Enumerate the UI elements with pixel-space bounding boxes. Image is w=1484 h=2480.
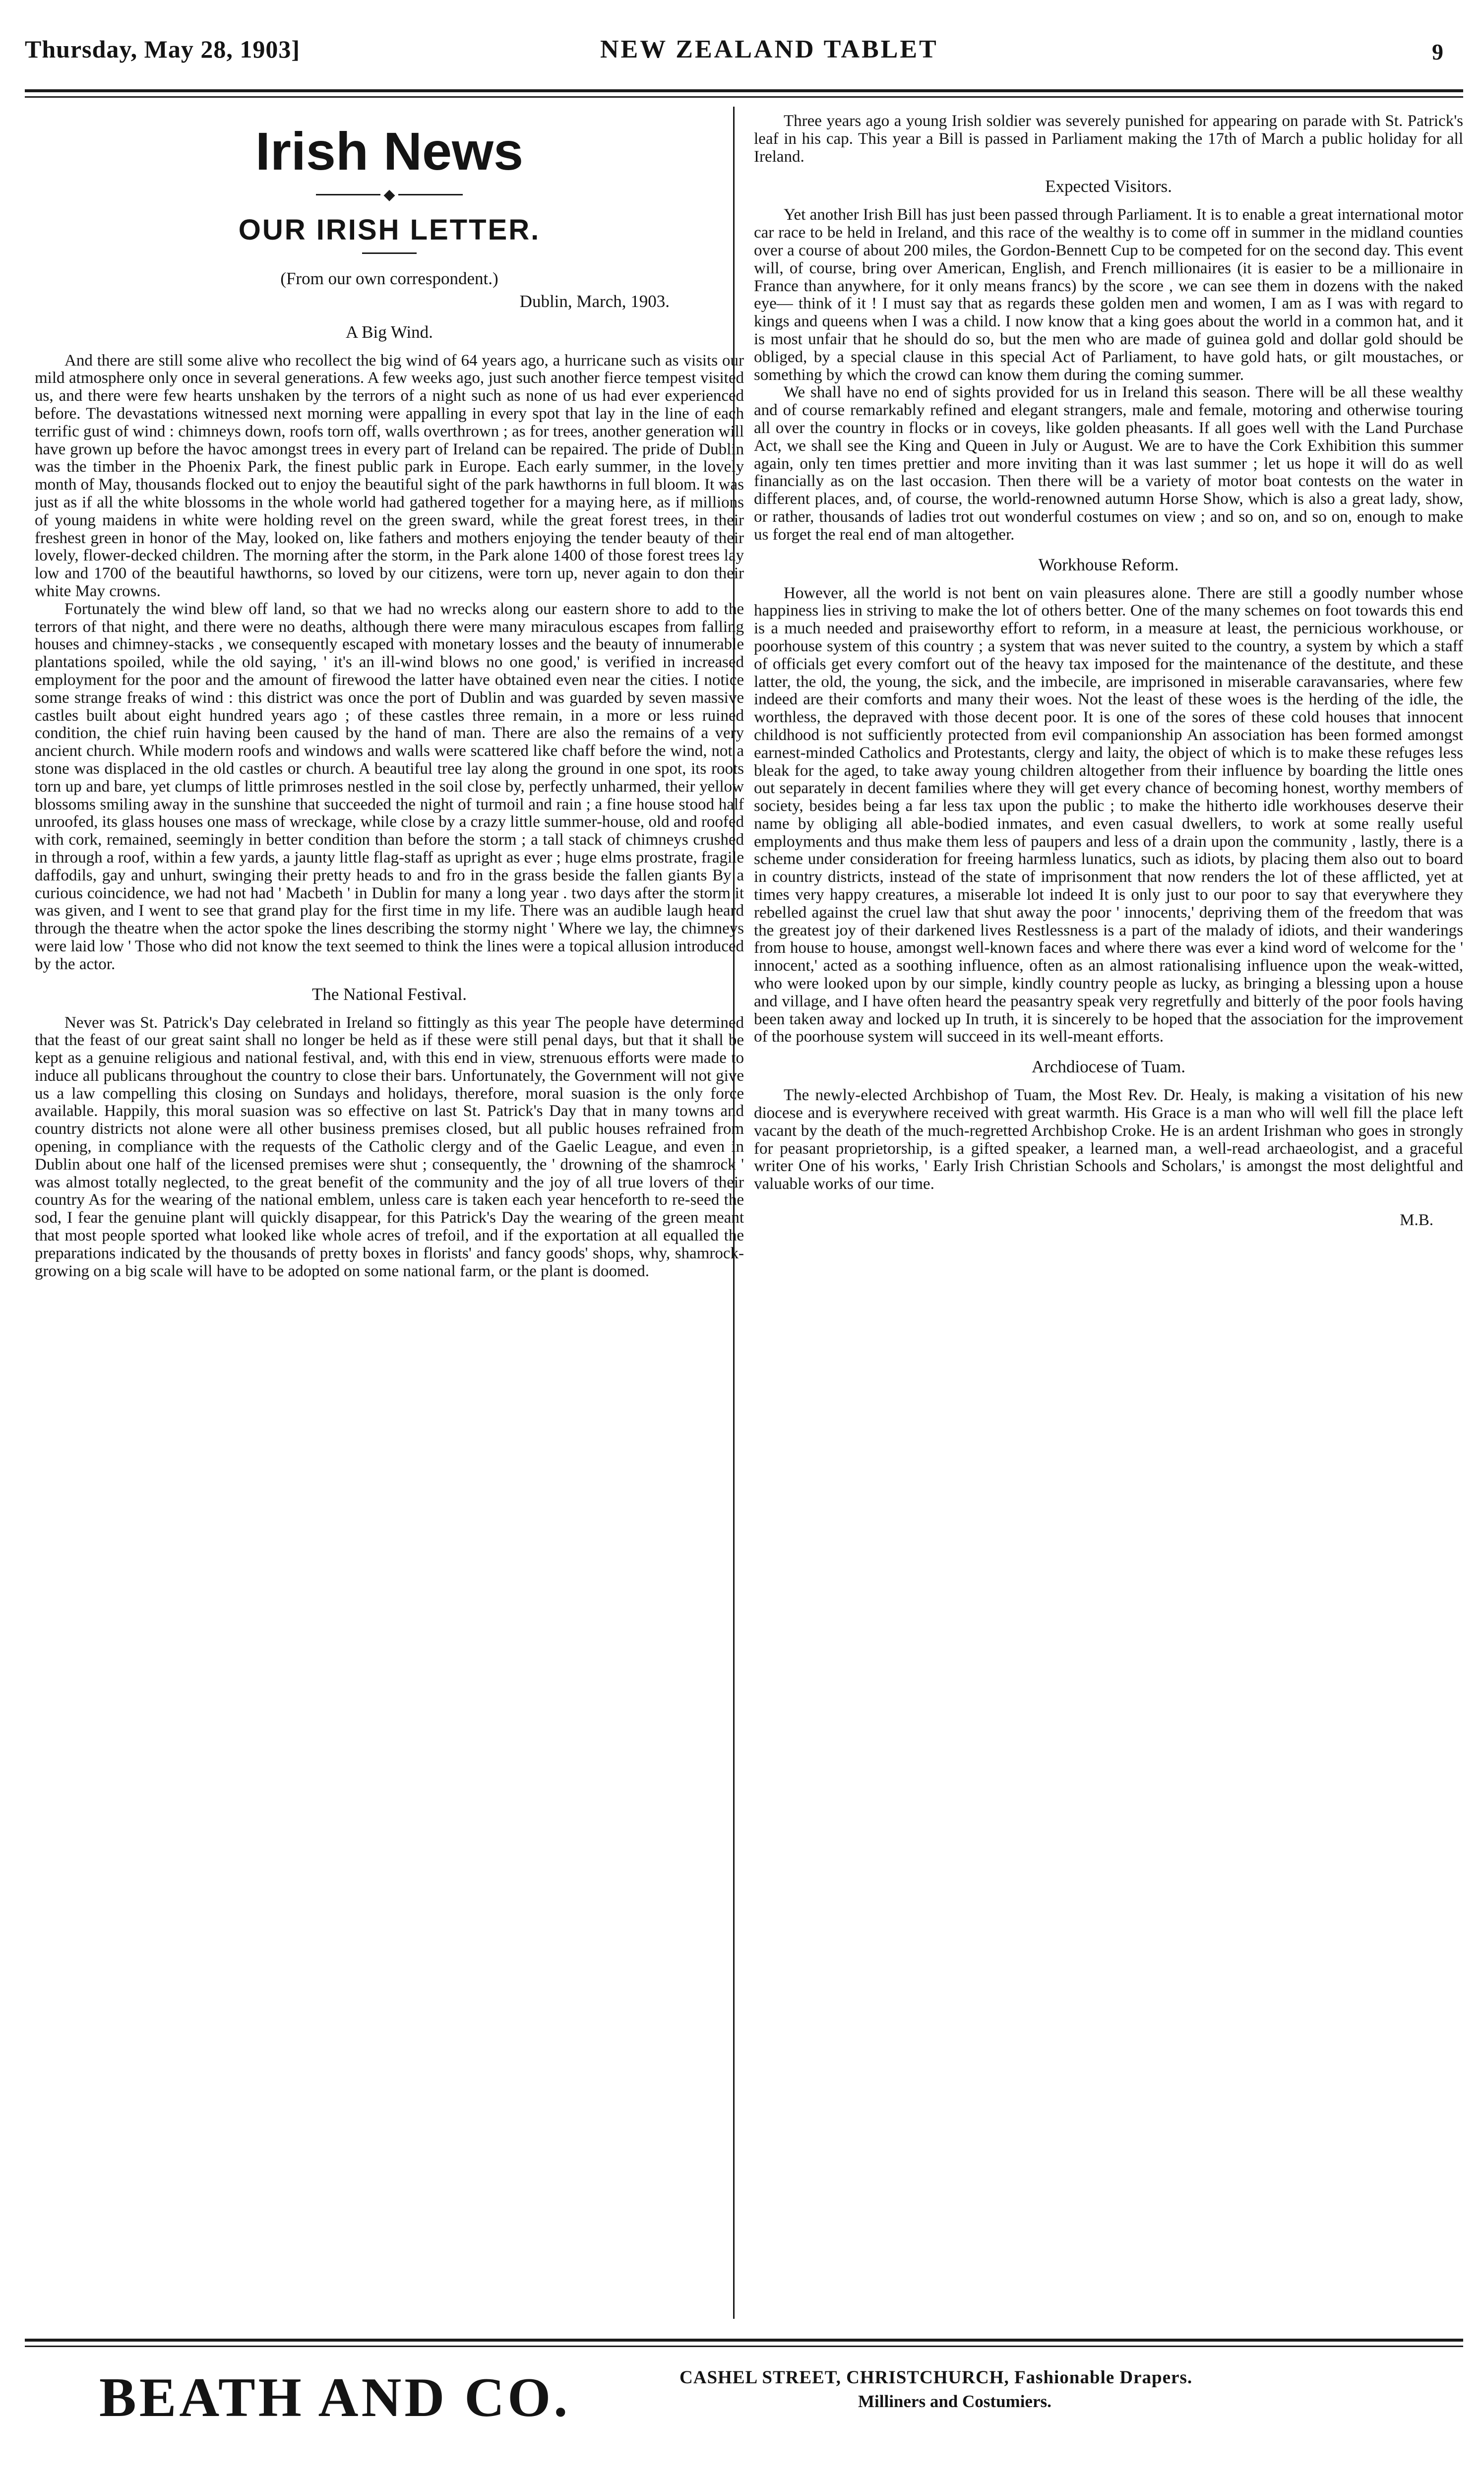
newspaper-title: NEW ZEALAND TABLET [600, 35, 938, 63]
masthead [25, 26, 1463, 85]
paragraph: We shall have no end of sights provided for us in Ireland this season. There will be all these wealthy and of course remarkably refined and elegant strangers, male and female, motoring and otherwise touring all over the country in flocks or in coveys, like golden pheasants. If all goes well with the Land Purchase Act, we shall see the King and Queen in July or August. We are to have the Cork Exhibition this summer again, only ten times prettier and more inviting than it was last summer ; let us hope it will do as well financially as on the last occasion. Then there will be a variety of motor boat contests on the water in different places, and, of course, the world-renowned autumn Horse Show, which is also a great lady, show, or rather, thousands of ladies trot out wonderful costumes on view ; and so on, and so on, enough to make us forget the real end of man altogether. [754, 383, 1463, 544]
issue-date: Thursday, May 28, 1903] [25, 35, 301, 63]
subhead-archdiocese-of-tuam: Archdiocese of Tuam. [1031, 1057, 1186, 1077]
advertisement-footer [25, 2351, 1463, 2440]
title-ornament: ◆ [35, 185, 744, 203]
title-rule [362, 252, 417, 254]
advertiser-trades: Milliners and Costumiers. [858, 2392, 1051, 2411]
subhead-expected-visitors: Expected Visitors. [1045, 177, 1172, 196]
dateline: Dublin, March, 1903. [519, 291, 670, 311]
advertiser-address: CASHEL STREET, CHRISTCHURCH, Fashionable Drapers. [680, 2367, 1193, 2388]
byline: (From our own correspondent.) [280, 268, 498, 288]
page-number: 9 [1432, 39, 1443, 64]
masthead-rule [25, 89, 1463, 98]
subhead-national-festival: The National Festival. [311, 984, 467, 1004]
article-title: OUR IRISH LETTER. [238, 213, 541, 246]
paragraph: The newly-elected Archbishop of Tuam, the Most Rev. Dr. Healy, is making a visitation of his new diocese and is everywhere received with great warmth. His Grace is a man who will well fill the place left vacant by the death of the much-regretted Archbishop Croke. He is an ardent Irishman who goes in strongly for peasant proprietorship, is a gifted speaker, a learned man, a well-read archaeologist, and a graceful writer One of his works, ' Early Irish Christian Schools and Scholars,' is amongst the most delightful and valuable works of our time. [754, 1086, 1463, 1193]
paragraph: Yet another Irish Bill has just been passed through Parliament. It is to enable a great international motor car race to be held in Ireland, and this race of the wealthy is to come off in summer in the midland counties over a course of about 200 miles, the Gordon-Bennett Cup to be competed for on the second day. This event will, of course, bring over American, English, and French millionaires (it is easier to be a millionaire in France than anywhere, for it only means francs) by the score , we can see them in dozens with the naked eye— think of it ! I must say that as regards these golden men and women, I am as I was with regard to kings and queens when I was a child. I now know that a king goes about the world in a common hat, and it is most unfair that he should do so, but the men who are made of guinea gold and dollar gold should be obliged, by a special clause in this special Act of Parliament, to have gold hats, or gilt moustaches, or something by which the crowd can know them during the coming summer. [754, 206, 1463, 384]
subhead-workhouse-reform: Workhouse Reform. [1038, 555, 1179, 574]
footer-rule [25, 2339, 1463, 2347]
paragraph: Never was St. Patrick's Day celebrated in Ireland so fittingly as this year The people have determined that the feast of our great saint shall no longer be held as if these were still penal days, but that it shall be kept as a genuine religious and national festival, and, with this end in view, strenuous efforts were made to induce all publicans throughout the country to close their bars. Unfortunately, the Government will not give us a law compelling this closing on Sundays and holidays, therefore, moral suasion is the only force available. Happily, this moral suasion was so effective on last St. Patrick's Day that in many towns and country districts not alone were all other business premises closed, but all public houses refrained from opening, in compliance with the requests of the Catholic clergy and of the Gaelic League, and even in Dublin about one half of the licensed premises were shut ; consequently, the ' drowning of the shamrock ' was almost totally neglected, to the great benefit of the community and the joy of all true lovers of their country As for the wearing of the national emblem, unless care is taken each year henceforth to re-seed the sod, I fear the genuine plant will quickly disappear, for this Patrick's Day the wearing of the green meant that most people sported what looked like whole acres of trefoil, and if the exportation at all equalled the preparations indicated by the thousands of pretty boxes in florists' and fancy goods' shops, why, shamrock-growing on a big scale will have to be adopted on some national farm, or the plant is doomed. [35, 1013, 744, 1280]
subhead-big-wind: A Big Wind. [346, 322, 433, 342]
paragraph: Fortunately the wind blew off land, so that we had no wrecks along our eastern shore to add to the terrors of that night, and there were no deaths, although there were many miraculous escapes from falling houses and chimney-stacks , we consequently escaped with monetary losses and the beauty of innumerable plantations spoiled, while the old saying, ' it's an ill-wind blows no one good,' is verified in increased employment for the poor and the amount of firewood the latter have obtained even near the cities. I notice some strange freaks of wind : this district was once the port of Dublin and was guarded by seven massive castles built about eight hundred years ago ; of these castles three remain, in a more or less ruined condition, the chief ruin having been caused by the hand of man. There are also the remains of a very ancient church. While modern roofs and windows and walls were scattered like chaff before the wind, not a stone was displaced in the old castles or church. A beautiful tree lay along the ground in one spot, its roots torn up and bare, yet clumps of little primroses nestled in the soil close by, perfectly unharmed, their yellow blossoms smiling away in the sunshine that succeeded the night of turmoil and rain ; a fine house stood half unroofed, its glass houses one mass of wreckage, while close by a crazy little summer-house, old and roofed with cork, remained, seemingly in better condition than before the storm ; a tall stack of chimneys crushed in through a roof, within a few yards, a jaunty little flag-staff as upright as ever ; huge elms prostrate, fragile daffodils, gay and unhurt, swinging their pretty heads to and fro in the grass beside the fallen giants By a curious coincidence, we had not had ' Macbeth ' in Dublin for many a long year . two days after the storm it was given, and I went to see that grand play for the first time in my life. There was an audible laugh heard through the theatre when the actor spoke the lines describing the stormy night ' Where we lay, the chimneys were laid low ' Those who did not know the text seemed to think the lines were a topical allusion introduced by the actor. [35, 600, 744, 973]
advertiser-name: BEATH AND CO. [99, 2367, 571, 2428]
author-signoff: M.B. [1400, 1211, 1433, 1230]
right-column [754, 107, 1463, 2326]
paragraph: Three years ago a young Irish soldier was severely punished for appearing on parade with St. Patrick's leaf in his cap. This year a Bill is passed in Parliament making the 17th of March a public holiday for all Ireland. [754, 112, 1463, 166]
section-title: Irish News [255, 121, 524, 181]
paragraph: However, all the world is not bent on vain pleasures alone. There are still a goodly number whose happiness lies in striving to make the lot of others better. One of the many schemes on foot towards this end is a much needed and praiseworthy effort to reform, in a measure at least, the pernicious workhouse, or poorhouse system of this country ; a system that was never suited to the country, a system by which a staff of officials get every comfort out of the heavy tax imposed for the maintenance of the destitute, and these latter, the old, the young, the sick, and the imbecile, are imprisoned in miserable caravansaries, where few indeed are their comforts and many their woes. Not the least of these woes is the herding of the idle, the worthless, the depraved with those decent poor. It is one of the sores of these cold houses that innocent childhood is not sufficiently protected from evil companionship An association has been formed amongst earnest-minded Catholics and Protestants, clergy and laity, the object of which is to make these refuges less bleak for the aged, to take away young children altogether from their influence by boarding the little ones out separately in decent families where they will get every chance of becoming honest, worthy members of society, besides being a far less tax upon the public ; to make the hitherto idle workhouses deserve their name by obliging all able-bodied inmates, and even casual dwellers, to work at some really useful employments and thus make them less of paupers and less of a drain upon the community , lastly, there is a scheme under consideration for freeing harmless lunatics, such as idiots, by placing them also out to board in country districts, instead of the state of imprisonment that now renders the lot of these afflicted, yet at times very happy creatures, a miserable lot indeed It is only just to our poor to say that everywhere they rebelled against the cruel law that shut away the poor ' innocents,' depriving them of the freedom that was the greatest joy of their darkened lives Restlessness is a part of the malady of idiots, and their wanderings from house to house, amongst well-known faces and where there was ever a kind word of welcome for the ' innocent,' acted as a soothing influence, often as an almost rationalising influence upon the weak-witted, who were looked upon by our simple, kindly country people as lucky, as bringing a blessing upon a house and village, and I have often heard the peasantry speak very regretfully and bitterly of the poor fools having been taken away and locked up In truth, it is sincerely to be hoped that the association for the improvement of the poorhouse system will succeed in its well-meant efforts. [754, 584, 1463, 1046]
left-column [35, 107, 744, 2326]
paragraph: And there are still some alive who recollect the big wind of 64 years ago, a hurricane such as visits our mild atmosphere only once in several generations. A few weeks ago, just such another fierce tempest visited us, and there were few hearts unshaken by the terrors of a night such as none of us had ever experienced before. The devastations witnessed next morning were appalling in every spot that lay in the line of each terrific gust of wind : chimneys down, roofs torn off, walls overthrown ; as for trees, another generation will have grown up before the havoc amongst trees in every part of Ireland can be repaired. The pride of Dublin was the timber in the Phoenix Park, the finest public park in Europe. Each early summer, in the lovely month of May, thousands flocked out to enjoy the beautiful sight of the park hawthorns in full bloom. It was just as if all the white blossoms in the whole world had gathered together for a maying here, as if millions of young maidens in white were holding revel on the green sward, while the great forest trees, in their freshest green in honor of the May, looked on, like fathers and mothers enjoying the tender beauty of their lovely, flower-decked children. The morning after the storm, in the Park alone 1400 of those forest trees lay low and 1700 of the beautiful hawthorns, so loved by our citizens, were torn up, never again to don their white May crowns. [35, 351, 744, 600]
